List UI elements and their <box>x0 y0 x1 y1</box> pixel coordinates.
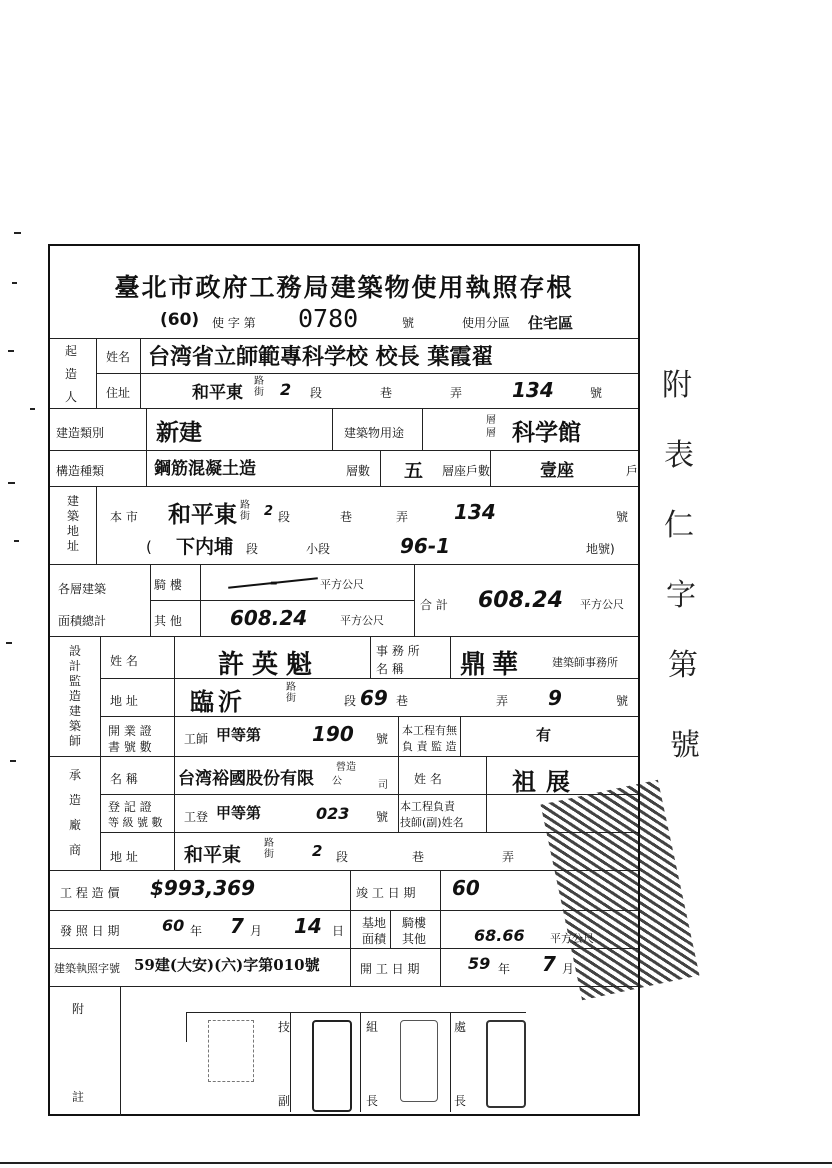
applicant-addr-alley-label: 弄 <box>450 386 463 400</box>
applicant-addr-road: 和平東 <box>192 383 243 403</box>
site-land-section-label: 段 <box>246 542 259 556</box>
site-alley-label: 弄 <box>396 510 409 524</box>
rule <box>100 832 638 833</box>
other-area-unit: 平方公尺 <box>340 614 384 627</box>
site-road-kind: 路 街 <box>240 500 250 522</box>
margin-char: 仁 <box>664 508 694 543</box>
contractor-name-suffix-top: 營造 <box>336 762 356 773</box>
structure-label: 構造種類 <box>56 464 105 478</box>
year-code: (60) <box>160 310 200 330</box>
site-no: 134 <box>454 500 496 524</box>
applicant-name-value: 台湾省立師範專科学校 校長 葉霞翟 <box>148 344 494 370</box>
rule <box>440 870 441 986</box>
rule <box>398 716 399 756</box>
seal-stamp <box>312 1020 352 1112</box>
contractor-group-label: 承 造 廠 商 <box>68 768 81 857</box>
site-sec-label: 段 <box>278 510 291 524</box>
rule <box>96 338 97 408</box>
other-label: 其 他 <box>154 614 182 628</box>
applicant-addr-no-label: 號 <box>590 386 603 400</box>
scan-speck <box>6 642 12 644</box>
contractor-addr-road: 和平東 <box>184 844 242 866</box>
total-area-value: 608.24 <box>478 588 563 613</box>
rule <box>350 870 351 986</box>
start-year-label: 年 <box>498 962 511 976</box>
contractor-reg-no: 023 <box>316 804 350 823</box>
base-other-value: 68.66 <box>474 926 525 945</box>
site-paren-open: ( <box>146 538 152 556</box>
rule <box>50 338 638 339</box>
permit-suffix: 號 <box>402 316 415 330</box>
remarks-label-top: 附 <box>72 1002 85 1016</box>
base-other-label: 其他 <box>402 932 427 946</box>
rule <box>398 756 399 832</box>
architect-addr-no: 9 <box>548 686 562 710</box>
arcade-label: 騎 樓 <box>154 578 182 592</box>
tech-label-bottom: 技師(副)姓名 <box>400 816 464 829</box>
scan-speck <box>30 408 35 410</box>
rule <box>100 636 101 870</box>
site-no-label: 號 <box>616 510 629 524</box>
scan-speck <box>0 1162 832 1164</box>
office-value: 鼎華 <box>460 650 525 680</box>
architect-reg-no: 190 <box>312 722 354 746</box>
area-label-top: 各層建築 <box>58 582 107 596</box>
contractor-name-suffix-mid: 公 <box>332 776 342 787</box>
contractor-addr-lane-label: 巷 <box>412 850 425 864</box>
issue-year-label: 年 <box>190 924 203 938</box>
site-land-section: 下内埔 <box>176 536 234 558</box>
seal-stamp <box>400 1020 438 1102</box>
rule <box>460 716 461 756</box>
issue-year: 60 <box>162 916 185 935</box>
site-group-label: 建 築 地 址 <box>66 494 79 553</box>
area-label-bottom: 面積總計 <box>58 614 107 628</box>
total-label: 合 計 <box>420 598 448 612</box>
scan-speck <box>8 482 15 484</box>
base-area-label-bottom: 面積 <box>362 932 387 946</box>
base-area-unit: 平方公尺 <box>550 932 594 945</box>
office-label-bottom: 名 稱 <box>376 662 404 676</box>
architect-addr-alley-label: 弄 <box>496 694 509 708</box>
scan-speck <box>14 232 21 234</box>
remarks-label-bottom: 註 <box>72 1090 85 1104</box>
stamp-group-foot: 長 <box>366 1094 379 1108</box>
form-title: 臺北市政府工務局建築物使用執照存根 <box>114 273 574 302</box>
architect-reg-label-bottom: 書 號 數 <box>108 740 152 754</box>
site-sec: 2 <box>264 504 274 519</box>
start-date-label: 開 工 日 期 <box>360 962 420 976</box>
site-land-no: 96-1 <box>400 534 451 558</box>
rule <box>50 756 638 757</box>
stamp-division-foot: 長 <box>454 1094 467 1108</box>
architect-reg-prefix: 工師 <box>184 732 209 746</box>
issue-month-label: 月 <box>250 924 263 938</box>
scan-speck <box>12 282 17 284</box>
supervise-value: 有 <box>536 726 552 744</box>
contractor-person-label: 姓 名 <box>414 772 442 786</box>
applicant-addr-lane-label: 巷 <box>380 386 393 400</box>
seal-stamp <box>208 1020 254 1082</box>
architect-addr-lane: 69 <box>360 686 388 710</box>
rule <box>100 678 638 679</box>
scan-speck <box>10 760 16 762</box>
rule <box>150 600 414 601</box>
site-road: 和平東 <box>168 501 237 528</box>
floors-value: 五 <box>404 460 424 482</box>
margin-char: 字 <box>666 578 696 613</box>
applicant-addr-sec-label: 段 <box>310 386 323 400</box>
applicant-addr-sec: 2 <box>280 380 292 399</box>
rule <box>50 986 638 987</box>
permit-number: 0780 <box>298 304 359 333</box>
rule <box>96 373 638 374</box>
permit-form <box>48 244 640 1116</box>
applicant-addr-no: 134 <box>512 378 554 402</box>
rule <box>150 564 151 636</box>
rule <box>96 486 97 564</box>
start-month: 7 <box>542 952 556 976</box>
rule <box>50 408 638 409</box>
stamp-division-head: 處 <box>454 1020 467 1034</box>
zone-label: 使用分區 <box>462 316 511 330</box>
architect-reg-label-top: 開 業 證 <box>108 724 152 738</box>
contractor-reg-label-bottom: 等 級 號 數 <box>108 816 163 829</box>
margin-char: 號 <box>670 728 700 763</box>
architect-group-label: 設 計 監 造 建 築 師 <box>68 644 81 748</box>
cost-value: $993,369 <box>150 876 256 900</box>
issue-date-label: 發 照 日 期 <box>60 924 120 938</box>
supervise-label-top: 本工程有無 <box>402 724 457 737</box>
rule <box>50 564 638 565</box>
contractor-reg-no-label: 號 <box>376 810 389 824</box>
start-year: 59 <box>468 954 491 973</box>
rule <box>490 450 491 486</box>
stamp-technician-head: 技 <box>278 1020 291 1034</box>
rule <box>50 486 638 487</box>
contractor-addr-sec-label: 段 <box>336 850 349 864</box>
contractor-reg-grade: 甲等第 <box>216 804 262 822</box>
contractor-addr-road-kind: 路 街 <box>264 838 274 860</box>
completion-value: 60 <box>452 876 480 900</box>
units-unit: 戶 <box>626 464 639 478</box>
applicant-group-label: 起 造 人 <box>64 344 77 404</box>
building-use-label: 建築物用途 <box>344 426 405 440</box>
contractor-name-value: 台湾裕國股份有限 <box>178 769 314 789</box>
completion-label: 竣 工 日 期 <box>356 886 416 900</box>
contractor-addr-label: 地 址 <box>110 850 138 864</box>
site-sub-section-label: 小段 <box>306 542 331 556</box>
contractor-reg-prefix: 工登 <box>184 810 209 824</box>
architect-name-value: 許英魁 <box>218 650 321 680</box>
site-city: 本 市 <box>110 510 138 524</box>
scan-speck <box>8 350 14 352</box>
rule <box>50 450 638 451</box>
site-lane-label: 巷 <box>340 510 353 524</box>
building-use-value: 科学館 <box>512 419 581 446</box>
supervise-label-bottom: 負 責 監 造 <box>402 740 457 753</box>
issue-month: 7 <box>230 914 244 938</box>
architect-addr-road: 臨沂 <box>190 687 246 716</box>
arcade-unit: 平方公尺 <box>320 578 364 591</box>
contractor-name-suffix-bottom: 司 <box>378 780 388 791</box>
rule <box>100 716 638 717</box>
arcade-value: - <box>270 570 279 594</box>
stamp-group-head: 組 <box>366 1020 379 1034</box>
contractor-addr-alley-label: 弄 <box>502 850 515 864</box>
architect-addr-lane-label: 巷 <box>396 694 409 708</box>
building-use-floor: 層 層 <box>486 415 496 439</box>
rule <box>486 756 487 832</box>
other-area-value: 608.24 <box>230 606 308 630</box>
margin-char: 第 <box>668 648 698 683</box>
rule <box>390 910 391 948</box>
construction-type-label: 建造類別 <box>56 426 105 440</box>
rule <box>50 636 638 637</box>
rule <box>414 564 415 636</box>
units-value: 壹座 <box>540 461 574 481</box>
margin-char: 附 <box>662 368 692 403</box>
site-land-no-label: 地號) <box>586 542 615 556</box>
rule <box>120 986 121 1116</box>
rule <box>50 910 638 911</box>
construction-type-value: 新建 <box>156 419 202 446</box>
floors-unit: 層 <box>442 464 455 478</box>
rule <box>140 338 141 408</box>
rule <box>450 636 451 678</box>
base-arcade-label: 騎樓 <box>402 916 427 930</box>
start-month-label: 月 <box>562 962 575 976</box>
applicant-addr-road-kind: 路 街 <box>254 376 264 398</box>
rule <box>332 408 333 450</box>
office-label-top: 事 務 所 <box>376 644 420 658</box>
scan-speck <box>14 540 19 542</box>
contractor-person-value: 祖展 <box>512 767 580 796</box>
contractor-name-label: 名 稱 <box>110 772 138 786</box>
office-suffix: 建築師事務所 <box>552 656 618 669</box>
tech-label-top: 本工程負責 <box>400 800 455 813</box>
architect-reg-no-label: 號 <box>376 732 389 746</box>
issue-day: 14 <box>294 914 322 938</box>
total-area-unit: 平方公尺 <box>580 598 624 611</box>
approval-stamp-block <box>186 1012 526 1112</box>
zone-value: 住宅區 <box>528 314 574 332</box>
rule <box>50 870 638 871</box>
rule <box>200 564 201 636</box>
permit-prefix: 使 字 第 <box>212 316 256 330</box>
permit-no-value: 59建(大安)(六)字第010號 <box>134 956 320 974</box>
base-area-label-top: 基地 <box>362 916 387 930</box>
architect-reg-grade: 甲等第 <box>216 726 262 744</box>
rule <box>380 450 381 486</box>
margin-char: 表 <box>664 438 694 473</box>
units-label: 座戶數 <box>454 464 491 478</box>
architect-addr-label: 地 址 <box>110 694 138 708</box>
architect-name-label: 姓 名 <box>110 654 138 668</box>
structure-value: 鋼筋混凝土造 <box>154 459 256 479</box>
rule <box>422 408 423 450</box>
architect-addr-no-label: 號 <box>616 694 629 708</box>
contractor-addr-sec: 2 <box>312 842 323 860</box>
applicant-addr-label: 住址 <box>106 386 131 400</box>
stamp-technician-foot: 副 <box>278 1094 291 1108</box>
rule <box>174 636 175 870</box>
architect-addr-sec-label: 段 <box>344 694 357 708</box>
applicant-name-label: 姓名 <box>106 350 131 364</box>
permit-no-label: 建築執照字號 <box>54 962 120 975</box>
rule <box>370 636 371 678</box>
rule <box>50 948 638 949</box>
issue-day-label: 日 <box>332 924 345 938</box>
cost-label: 工 程 造 價 <box>60 886 120 900</box>
contractor-reg-label-top: 登 記 證 <box>108 800 152 814</box>
floors-label: 層數 <box>346 464 371 478</box>
architect-addr-road-kind: 路 街 <box>286 682 296 704</box>
seal-stamp <box>486 1020 526 1108</box>
rule <box>146 408 147 486</box>
